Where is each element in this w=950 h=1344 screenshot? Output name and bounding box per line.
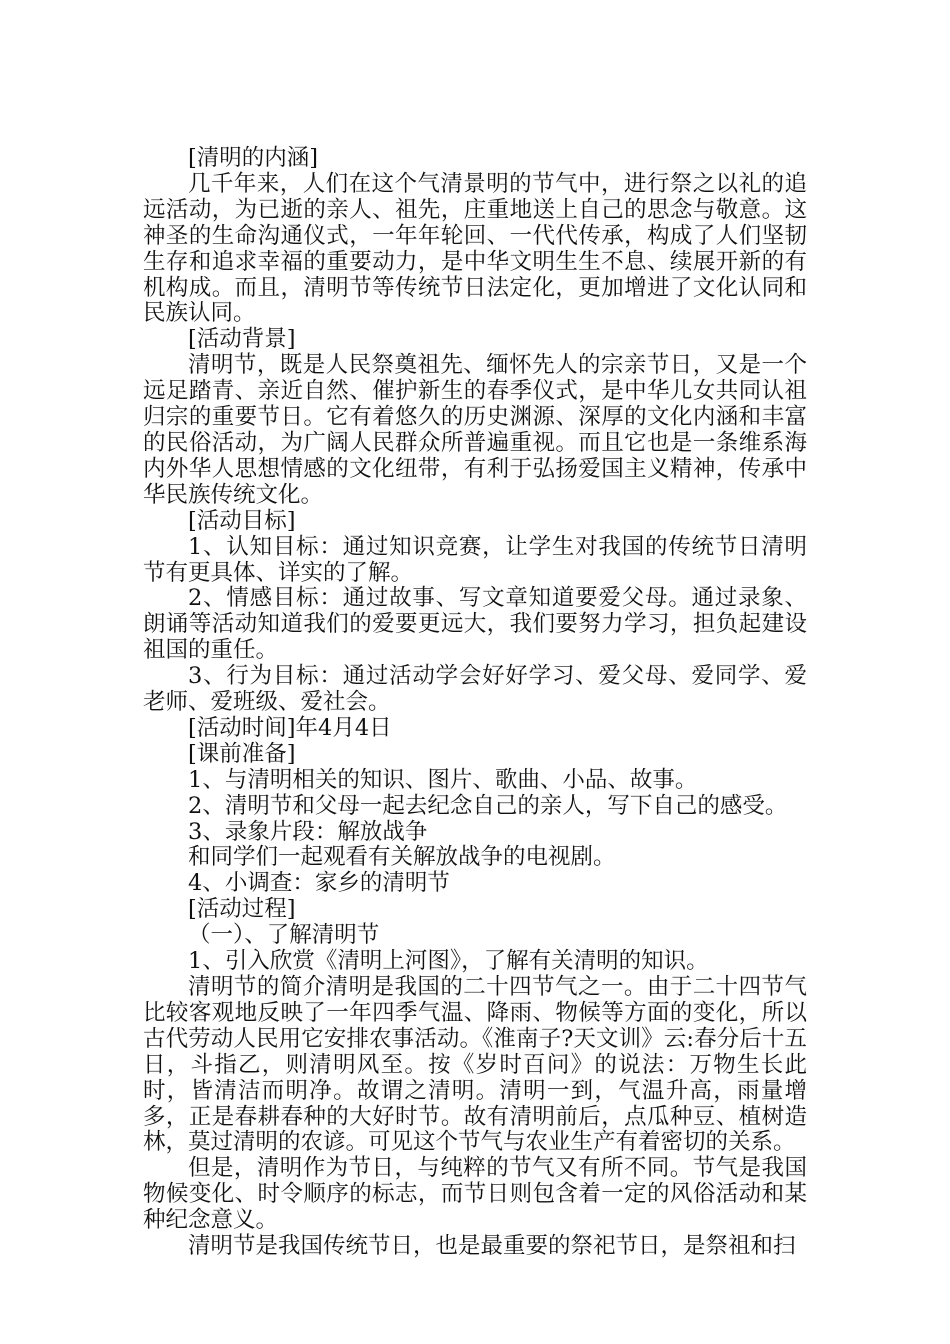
- paragraph-goal-cognitive: 1、认知目标：通过知识竞赛，让学生对我国的传统节日清明节有更具体、详实的了解。: [143, 533, 807, 586]
- section-heading-background: [活动背景]: [188, 326, 296, 353]
- subheading-understand-qingming: （一）、了解清明节: [188, 922, 380, 949]
- paragraph-intro-painting: 1、引入欣赏《清明上河图》，了解有关清明的知识。: [188, 948, 709, 975]
- list-item-prep-4: 4、小调查：家乡的清明节: [188, 870, 450, 897]
- paragraph-background: 清明节，既是人民祭奠祖先、缅怀先人的宗亲节日，又是一个远足踏青、亲近自然、催护新生的春季仪式，是中华儿女共同认祖归宗的重要节日。它有着悠久的历史渊源、深厚的文化内涵和丰富的民俗活动，为广阔人民群众所普遍重视。而且它也是一条维系海内外华人思想情感的文化纽带，有利于弘扬爱国主义精神，传承中华民族传统文化。: [143, 352, 807, 508]
- list-item-prep-1: 1、与清明相关的知识、图片、歌曲、小品、故事。: [188, 766, 698, 793]
- paragraph-goal-behavior: 3、行为目标：通过活动学会好好学习、爱父母、爱同学、爱老师、爱班级、爱社会。: [143, 663, 807, 716]
- section-heading-process: [活动过程]: [188, 896, 296, 923]
- section-heading-goals: [活动目标]: [188, 507, 296, 534]
- paragraph-festival-vs-term: 但是，清明作为节日，与纯粹的节气又有所不同。节气是我国物候变化、时令顺序的标志，而节日则包含着一定的风俗活动和某种纪念意义。: [143, 1155, 807, 1234]
- paragraph-traditional-festival: 清明节是我国传统节日，也是最重要的祭祀节日，是祭祖和扫: [188, 1233, 796, 1260]
- paragraph-meaning: 几千年来，人们在这个气清景明的节气中，进行祭之以礼的追远活动，为已逝的亲人、祖先，庄重地送上自己的思念与敬意。这神圣的生命沟通仪式，一年年轮回、一代代传承，构成了人们坚韧生存和追求幸福的重要动力，是中华文明生生不息、续展开新的有机构成。而且，清明节等传统节日法定化，更加增进了文化认同和民族认同。: [143, 170, 807, 327]
- list-item-prep-2: 2、清明节和父母一起去纪念自己的亲人，写下自己的感受。: [188, 792, 788, 819]
- section-heading-preparation: [课前准备]: [188, 740, 296, 767]
- paragraph-goal-emotional: 2、情感目标：通过故事、写文章知道要爱父母。通过录象、朗诵等活动知道我们的爱要更远大，我们要努力学习，担负起建设祖国的重任。: [143, 585, 807, 664]
- section-heading-meaning: [清明的内涵]: [188, 145, 319, 171]
- paragraph-qingming-intro: 清明节的简介清明是我国的二十四节气之一。由于二十四节气比较客观地反映了一年四季气温、降雨、物候等方面的变化，所以古代劳动人民用它安排农事活动。《淮南子?天文训》云:春分后十五日，斗指乙，则清明风至。按《岁时百问》的说法：万物生长此时，皆清洁而明净。故谓之清明。清明一到，气温升高，雨量增多，正是春耕春种的大好时节。故有清明前后，点瓜种豆、植树造林，莫过清明的农谚。可见这个节气与农业生产有着密切的关系。: [143, 974, 807, 1156]
- document-body: [143, 146, 807, 1260]
- list-item-prep-3: 3、录象片段：解放战争: [188, 818, 428, 845]
- section-heading-time: [活动时间]年4月4日: [188, 714, 392, 741]
- list-item-prep-3-note: 和同学们一起观看有关解放战争的电视剧。: [188, 844, 616, 871]
